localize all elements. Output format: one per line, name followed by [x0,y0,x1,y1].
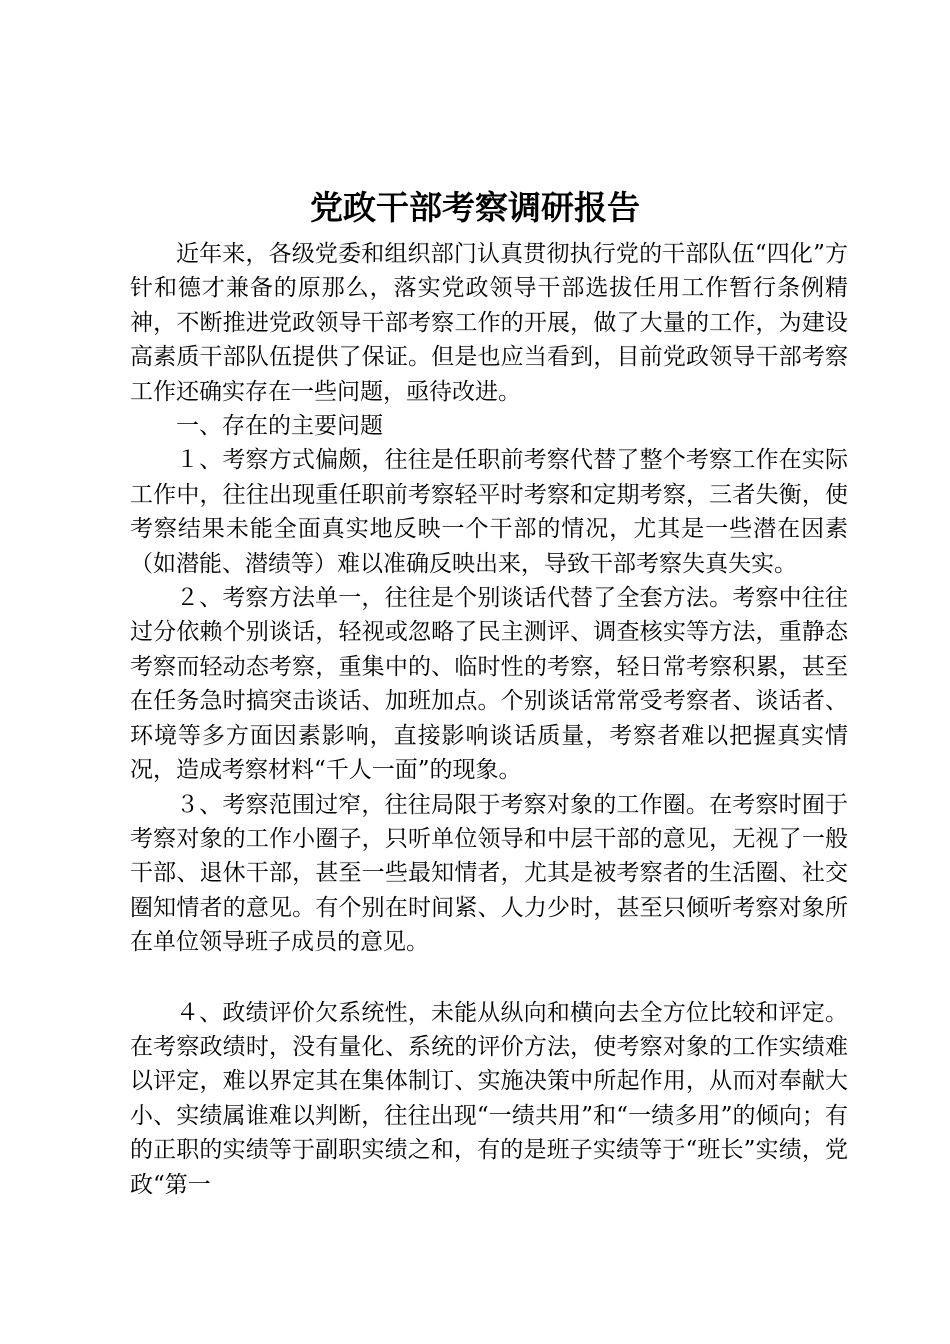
paragraph-intro: 近年来，各级党委和组织部门认真贯彻执行党的干部队伍“四化”方针和德才兼备的原那么，落实党政领导干部选拔任用工作暂行条例精神，不断推进党政领导干部考察工作的开展，做了大量的工作，为建设高素质干部队伍提供了保证。但是也应当看到，目前党政领导干部考察工作还确实存在一些问题，亟待改进。 [130,241,848,405]
paragraph-item-4: ４、政绩评价欠系统性，未能从纵向和横向去全方位比较和评定。在考察政绩时，没有量化、系统的评价方法，使考察对象的工作实绩难以评定，难以界定其在集体制订、实施决策中所起作用，从而对奉献大小、实绩属谁难以判断，往往出现“一绩共用”和“一绩多用”的倾向；有的正职的实绩等于副职实绩之和，有的是班子实绩等于“班长”实绩，党政“第一 [130,999,848,1198]
document-title: 党政干部考察调研报告 [310,188,640,227]
paragraph-item-2: ２、考察方法单一，往往是个别谈话代替了全套方法。考察中往往过分依赖个别谈话，轻视或忽略了民主测评、调查核实等方法，重静态考察而轻动态考察，重集中的、临时性的考察，轻日常考察积累，甚至在任务急时搞突击谈话、加班加点。个别谈话常常受考察者、谈话者、环境等多方面因素影响，直接影响谈话质量，考察者难以把握真实情况，造成考察材料“千人一面”的现象。 [130,585,848,784]
blank-line [130,960,848,996]
document-body [130,237,848,1202]
section-heading: 一、存在的主要问题 [176,413,383,440]
paragraph-item-1: １、考察方式偏颇，往往是任职前考察代替了整个考察工作在实际工作中，往往出现重任职前考察轻平时考察和定期考察，三者失衡，使考察结果未能全面真实地反映一个干部的情况，尤其是一些潜在因素（如潜能、潜绩等）难以准确反映出来，导致干部考察失真失实。 [130,447,848,577]
paragraph-item-3: ３、考察范围过窄，往往局限于考察对象的工作圈。在考察时囿于考察对象的工作小圈子，只听单位领导和中层干部的意见，无视了一般干部、退休干部，甚至一些最知情者，尤其是被考察者的生活圈、社交圈知情者的意见。有个别在时间紧、人力少时，甚至只倾听考察对象所在单位领导班子成员的意见。 [130,791,848,956]
